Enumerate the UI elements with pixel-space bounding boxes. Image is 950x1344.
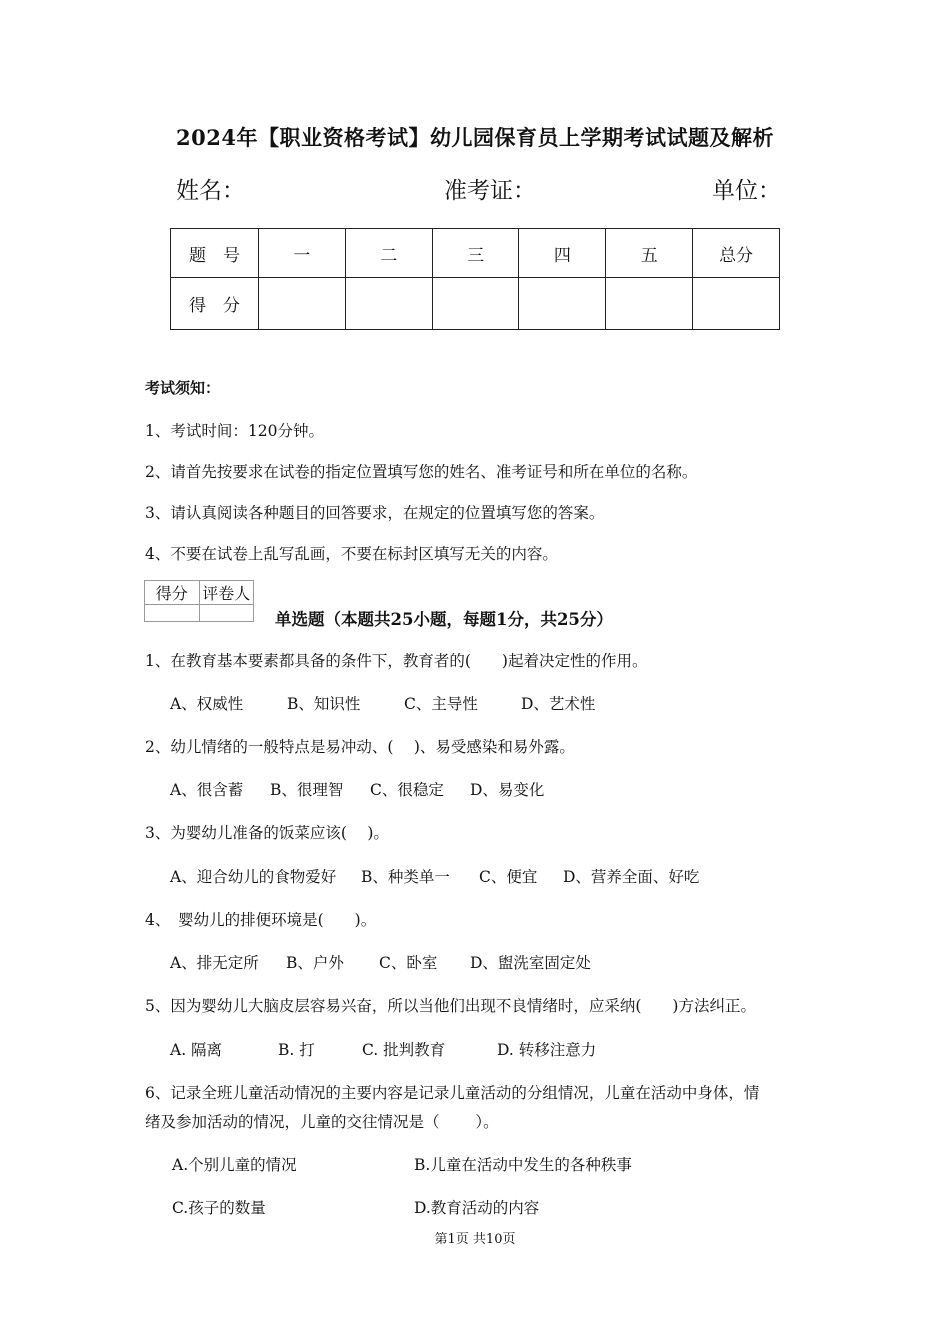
option-d: D、艺术性: [521, 695, 596, 713]
header-total: 总分: [693, 229, 780, 278]
score-cell-3[interactable]: [432, 278, 519, 330]
option-d: D、营养全面、好吃: [563, 868, 700, 886]
question-stem: 1、在教育基本要素都具备的条件下，教育者的( )起着决定性的作用。: [145, 652, 648, 670]
header-part-5: 五: [606, 229, 693, 278]
grader-reviewer-cell[interactable]: [199, 605, 254, 622]
option-b: B、种类单一: [361, 868, 450, 886]
row-label-score: 得 分: [171, 278, 259, 330]
score-table-header-row: [171, 229, 780, 278]
option-c: C、主导性: [404, 695, 478, 713]
section-title: 单选题（本题共25小题，每题1分，共25分）: [275, 610, 613, 629]
exam-id-label: 准考证：: [444, 178, 536, 204]
option-d: D、盥洗室固定处: [470, 954, 591, 972]
score-cell-5[interactable]: [606, 278, 693, 330]
page-title: 2024年【职业资格考试】幼儿园保育员上学期考试试题及解析: [176, 125, 774, 150]
score-cell-4[interactable]: [519, 278, 606, 330]
score-table-score-row: [171, 278, 780, 330]
grader-reviewer-label: 评卷人: [199, 581, 254, 605]
note-item: 4、不要在试卷上乱写乱画，不要在标封区填写无关的内容。: [145, 545, 558, 563]
option-a: A、很含蓄: [170, 781, 244, 799]
notes-heading: 考试须知：: [145, 379, 221, 397]
grader-box: [144, 580, 254, 622]
score-cell-total[interactable]: [693, 278, 780, 330]
option-c: C、卧室: [379, 954, 438, 972]
option-a: A、排无定所: [170, 954, 259, 972]
question-stem-line-1: 6、记录全班儿童活动情况的主要内容是记录儿童活动的分组情况，儿童在活动中身体，情: [145, 1084, 760, 1102]
score-cell-2[interactable]: [345, 278, 432, 330]
name-label: 姓名：: [176, 178, 245, 204]
note-item: 1、考试时间：120分钟。: [145, 422, 324, 440]
option-b: B、户外: [286, 954, 344, 972]
header-part-1: 一: [259, 229, 346, 278]
question-stem: 5、因为婴幼儿大脑皮层容易兴奋，所以当他们出现不良情绪时，应采纳( )方法纠正。: [145, 997, 756, 1015]
unit-label: 单位：: [712, 178, 781, 204]
header-part-3: 三: [432, 229, 519, 278]
option-d: D. 转移注意力: [497, 1041, 597, 1059]
page-footer: 第1页 共10页: [434, 1232, 516, 1247]
option-d: D、易变化: [470, 781, 545, 799]
option-c: C.孩子的数量: [172, 1199, 266, 1217]
option-a: A、权威性: [170, 695, 244, 713]
grader-score-label: 得分: [145, 581, 200, 605]
question-stem: 2、幼儿情绪的一般特点是易冲动、( )、易受感染和易外露。: [145, 738, 575, 756]
option-d: D.教育活动的内容: [414, 1199, 540, 1217]
option-b: B. 打: [278, 1041, 315, 1059]
note-item: 3、请认真阅读各种题目的回答要求，在规定的位置填写您的答案。: [145, 504, 605, 522]
header-question-number: 题 号: [171, 229, 259, 278]
option-c: C. 批判教育: [362, 1041, 446, 1059]
option-c: C、很稳定: [370, 781, 444, 799]
option-a: A、迎合幼儿的食物爱好: [170, 868, 337, 886]
option-b: B.儿童在活动中发生的各种秩事: [414, 1156, 632, 1174]
header-part-2: 二: [345, 229, 432, 278]
question-stem: 4、 婴幼儿的排便环境是( )。: [145, 911, 377, 929]
header-part-4: 四: [519, 229, 606, 278]
question-stem: 3、为婴幼儿准备的饭菜应该( )。: [145, 824, 389, 842]
score-table: [170, 228, 780, 330]
note-item: 2、请首先按要求在试卷的指定位置填写您的姓名、准考证号和所在单位的名称。: [145, 463, 698, 481]
option-a: A. 隔离: [170, 1041, 223, 1059]
option-c: C、便宜: [479, 868, 538, 886]
score-cell-1[interactable]: [259, 278, 346, 330]
option-a: A.个别儿童的情况: [172, 1156, 297, 1174]
question-stem-line-2: 绪及参加活动的情况，儿童的交往情况是（ ）。: [145, 1113, 499, 1131]
grader-score-cell[interactable]: [145, 605, 200, 622]
option-b: B、知识性: [287, 695, 361, 713]
option-b: B、很理智: [270, 781, 344, 799]
